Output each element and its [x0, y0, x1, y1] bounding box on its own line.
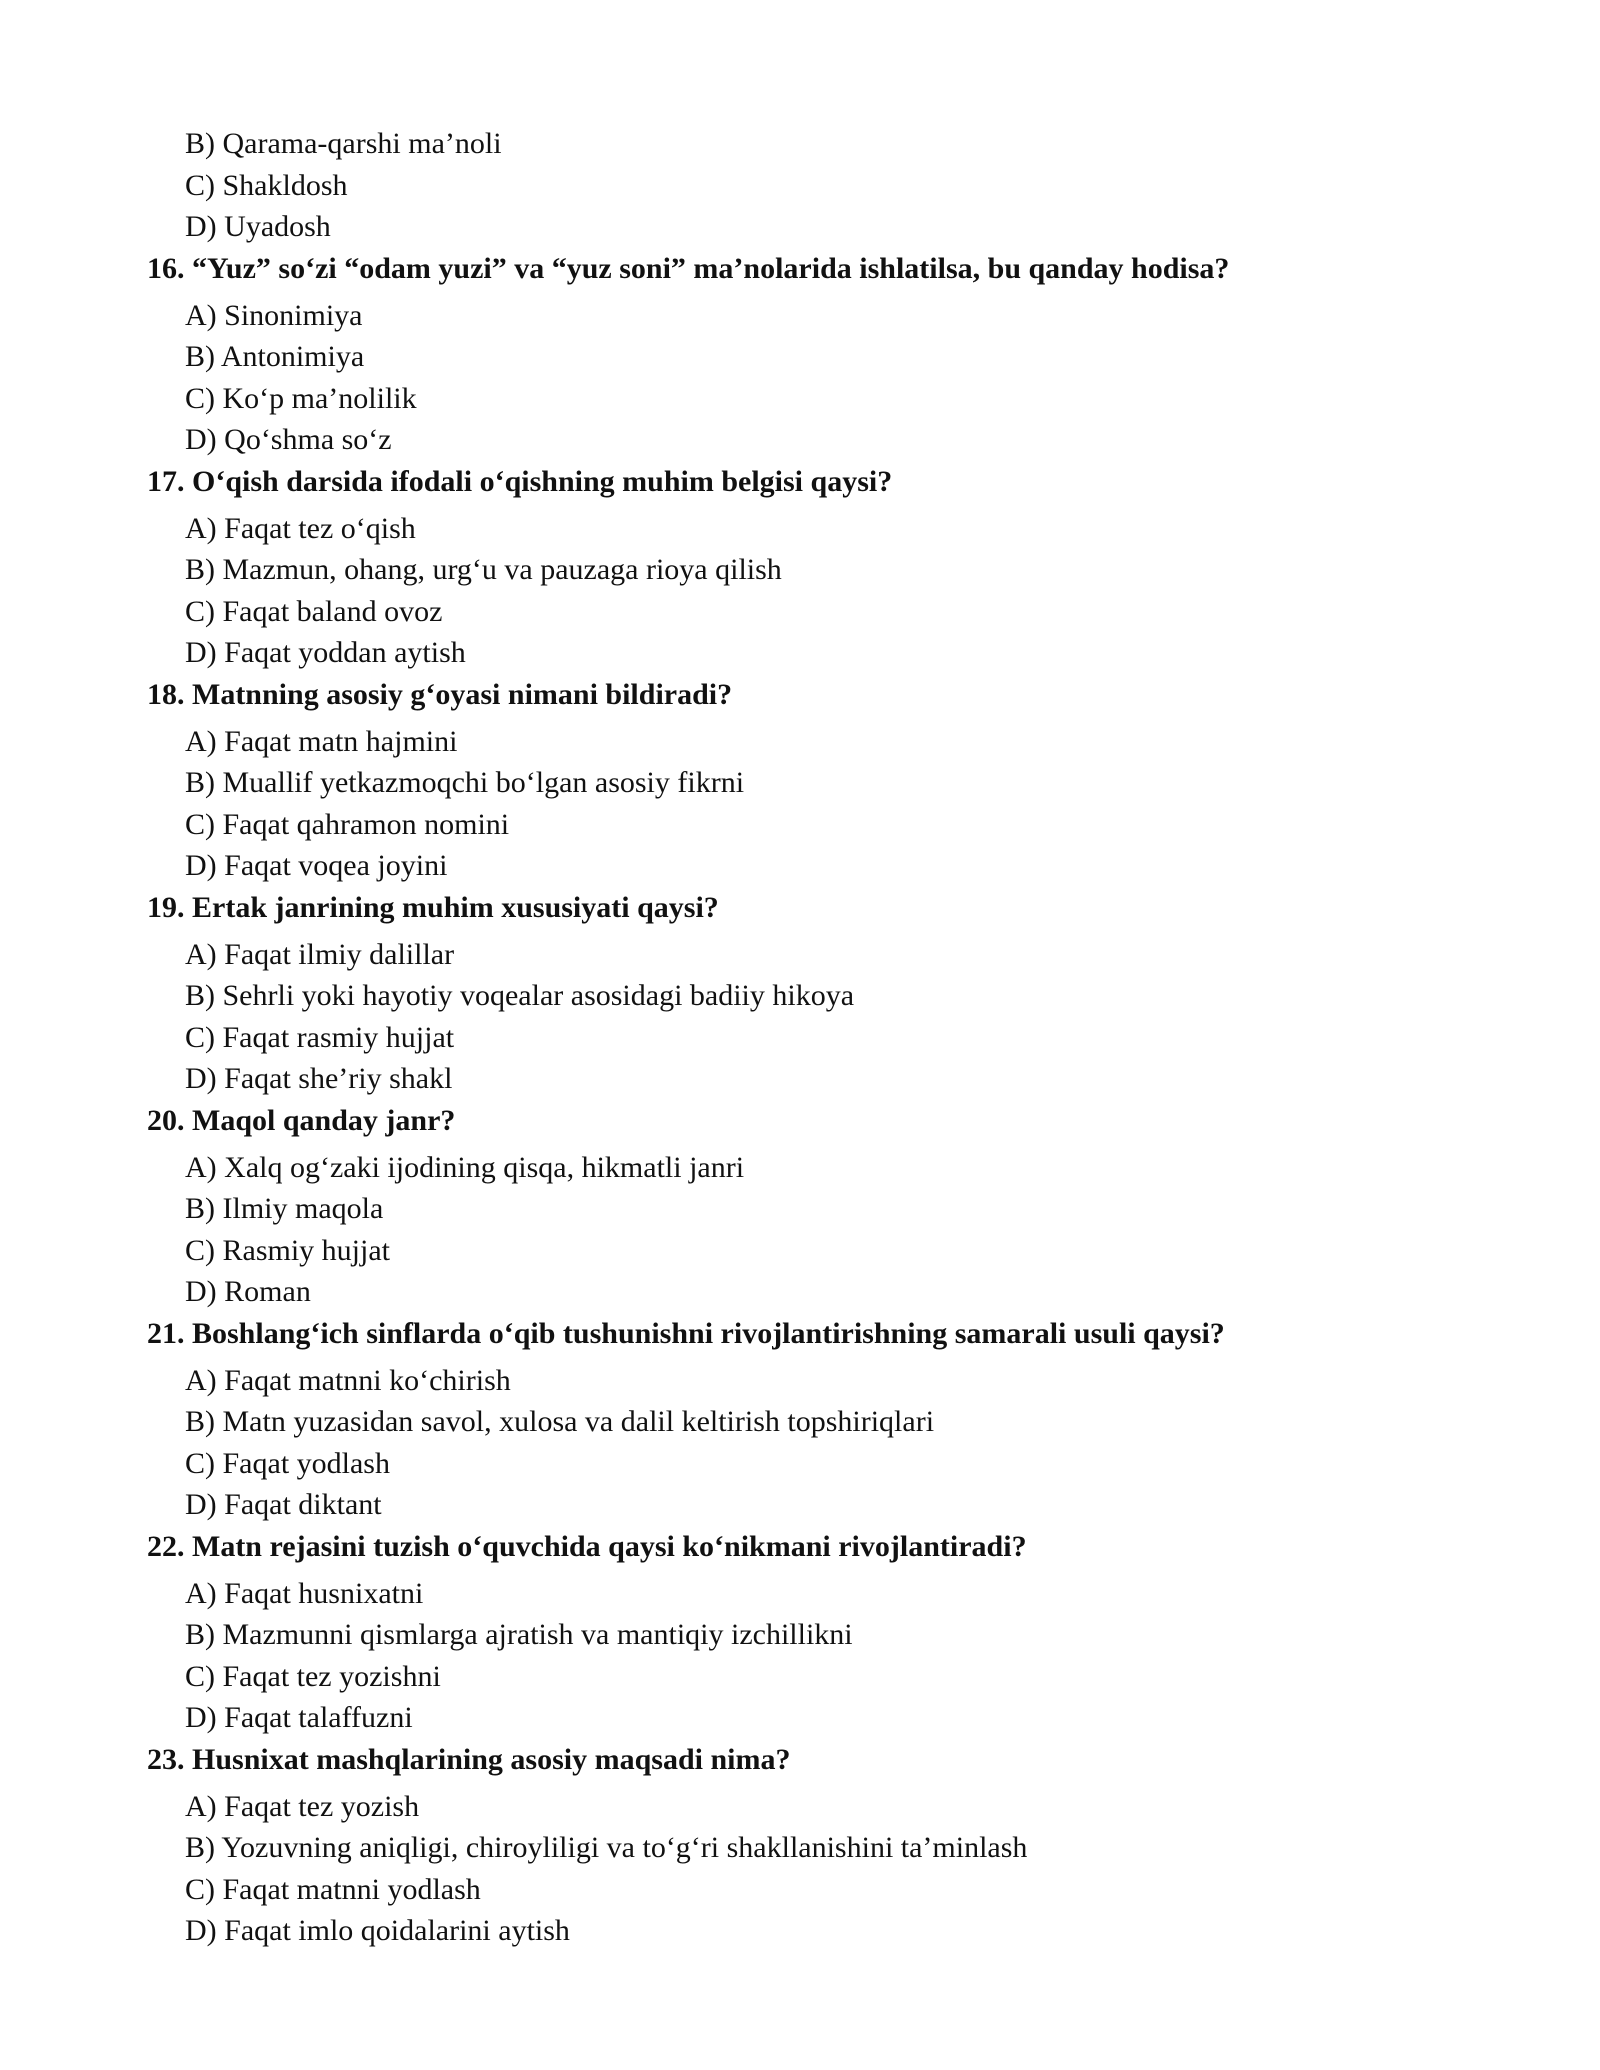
answer-option: C) Faqat yodlash: [185, 1446, 390, 1480]
question-list: [147, 123, 1497, 1952]
question-text: 21. Boshlang‘ich sinflarda o‘qib tushunishni rivojlantirishning samarali usuli qaysi?: [147, 1316, 1225, 1350]
question-text: 20. Maqol qanday janr?: [147, 1103, 456, 1137]
answer-option: C) Faqat baland ovoz: [185, 594, 443, 628]
answer-option: B) Ilmiy maqola: [185, 1192, 384, 1225]
answer-option: B) Mazmun, ohang, urg‘u va pauzaga rioya qilish: [185, 553, 782, 586]
question-text: 22. Matn rejasini tuzish o‘quvchida qaysi ko‘nikmani rivojlantiradi?: [147, 1529, 1027, 1563]
question-23: [147, 1739, 1497, 1952]
answer-option: D) Roman: [185, 1275, 311, 1308]
answer-option: D) Qo‘shma so‘z: [185, 423, 392, 456]
answer-option: B) Muallif yetkazmoqchi bo‘lgan asosiy fikrni: [185, 766, 745, 799]
question-20: [147, 1100, 1497, 1313]
question-text: 16. “Yuz” so‘zi “odam yuzi” va “yuz soni” ma’nolarida ishlatilsa, bu qanday hodisa?: [147, 251, 1230, 285]
answer-option: D) Faqat voqea joyini: [185, 849, 448, 882]
answer-option: D) Faqat she’riy shakl: [185, 1062, 453, 1095]
answer-option: C) Rasmiy hujjat: [185, 1233, 390, 1267]
answer-option: A) Faqat ilmiy dalillar: [185, 937, 455, 971]
answer-option: D) Faqat talaffuzni: [185, 1701, 413, 1734]
answer-option: A) Faqat tez o‘qish: [185, 511, 416, 545]
question-text: 19. Ertak janrining muhim xususiyati qaysi?: [147, 890, 719, 924]
answer-option: A) Faqat matnni ko‘chirish: [185, 1363, 511, 1397]
answer-option: C) Faqat qahramon nomini: [185, 807, 510, 841]
question-18: [147, 674, 1497, 887]
answer-option: A) Xalq og‘zaki ijodining qisqa, hikmatli janri: [185, 1150, 745, 1184]
answer-option: C) Ko‘p ma’nolilik: [185, 381, 417, 415]
answer-option: D) Uyadosh: [185, 210, 331, 243]
question-21: [147, 1313, 1497, 1526]
answer-option: A) Sinonimiya: [185, 298, 363, 332]
question-19: [147, 887, 1497, 1100]
answer-option: C) Shakldosh: [185, 168, 348, 202]
leading-options: [147, 123, 1497, 248]
answer-option: C) Faqat tez yozishni: [185, 1659, 441, 1693]
answer-option: D) Faqat diktant: [185, 1488, 382, 1521]
answer-option: B) Mazmunni qismlarga ajratish va mantiqiy izchillikni: [185, 1618, 853, 1651]
answer-option: C) Faqat matnni yodlash: [185, 1872, 481, 1906]
answer-option: C) Faqat rasmiy hujjat: [185, 1020, 455, 1054]
question-text: 18. Matnning asosiy g‘oyasi nimani bildiradi?: [147, 677, 733, 711]
answer-option: B) Sehrli yoki hayotiy voqealar asosidagi badiiy hikoya: [185, 979, 855, 1012]
question-text: 17. O‘qish darsida ifodali o‘qishning muhim belgisi qaysi?: [147, 464, 893, 498]
answer-option: A) Faqat husnixatni: [185, 1576, 424, 1610]
question-text: 23. Husnixat mashqlarining asosiy maqsadi nima?: [147, 1742, 791, 1776]
answer-option: B) Antonimiya: [185, 340, 365, 373]
answer-option: D) Faqat imlo qoidalarini aytish: [185, 1914, 570, 1947]
answer-option: D) Faqat yoddan aytish: [185, 636, 466, 669]
answer-option: B) Matn yuzasidan savol, xulosa va dalil keltirish topshiriqlari: [185, 1405, 935, 1438]
answer-option: A) Faqat tez yozish: [185, 1789, 420, 1823]
answer-option: A) Faqat matn hajmini: [185, 724, 458, 758]
answer-option: B) Qarama-qarshi ma’noli: [185, 127, 502, 160]
question-22: [147, 1526, 1497, 1739]
question-17: [147, 461, 1497, 674]
answer-option: B) Yozuvning aniqligi, chiroyliligi va to‘g‘ri shakllanishini ta’minlash: [185, 1831, 1028, 1864]
question-16: [147, 248, 1497, 461]
